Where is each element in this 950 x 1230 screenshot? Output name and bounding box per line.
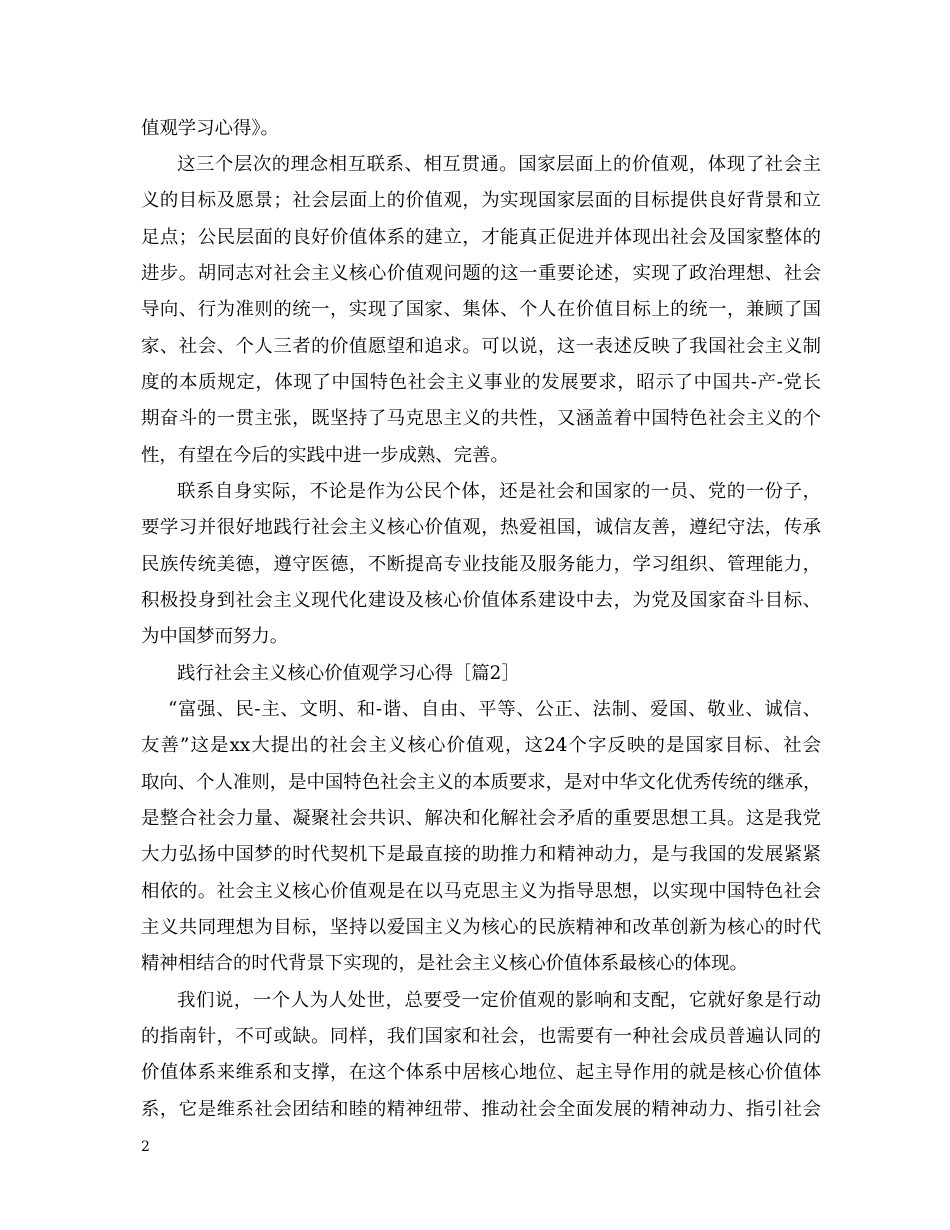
paragraph-line: 要学习并很好地践行社会主义核心价值观，热爱祖国，诚信友善，遵纪守法，传承 (141, 517, 821, 538)
paragraph-line: 联系自身实际，不论是作为公民个体，还是社会和国家的一员、党的一份子， (177, 481, 821, 502)
paragraph-line: 价值体系来维系和支撑，在这个体系中居核心地位、起主导作用的就是核心价值体 (141, 1062, 821, 1083)
paragraph-line: 我们说，一个人为人处世，总要受一定价值观的影响和支配，它就好象是行动 (177, 990, 821, 1011)
paragraph-line: 为中国梦而努力。 (141, 626, 289, 647)
paragraph-line: 相依的。社会主义核心价值观是在以马克思主义为指导思想，以实现中国特色社会 (141, 881, 821, 902)
section-heading: 践行社会主义核心价值观学习心得［篇2］ (177, 663, 520, 684)
paragraph-line: 导向、行为准则的统一，实现了国家、集体、个人在价值目标上的统一，兼顾了国 (141, 299, 821, 320)
paragraph-line: “富强、民-主、文明、和-谐、自由、平等、公正、法制、爱国、敬业、诚信、 (168, 699, 821, 720)
paragraph-line: 主义共同理想为目标，坚持以爱国主义为核心的民族精神和改革创新为核心的时代 (141, 917, 821, 938)
paragraph-line: 义的目标及愿景；社会层面上的价值观，为实现国家层面的目标提供良好背景和立 (141, 190, 821, 211)
paragraph-line: 进步。胡同志对社会主义核心价值观问题的这一重要论述，实现了政治理想、社会 (141, 263, 821, 284)
paragraph-line: 积极投身到社会主义现代化建设及核心价值体系建设中去，为党及国家奋斗目标、 (141, 590, 821, 611)
paragraph-line: 友善”这是xx大提出的社会主义核心价值观，这24个字反映的是国家目标、社会 (141, 735, 821, 756)
paragraph-line: 的指南针，不可或缺。同样，我们国家和社会，也需要有一种社会成员普遍认同的 (141, 1026, 821, 1047)
paragraph-line: 系，它是维系社会团结和睦的精神纽带、推动社会全面发展的精神动力、指引社会 (141, 1099, 821, 1120)
paragraph-line: 大力弘扬中国梦的时代契机下是最直接的助推力和精神动力，是与我国的发展紧紧 (141, 844, 821, 865)
paragraph-line: 民族传统美德，遵守医德，不断提高专业技能及服务能力，学习组织、管理能力， (141, 554, 821, 575)
paragraph-line: 足点；公民层面的良好价值体系的建立，才能真正促进并体现出社会及国家整体的 (141, 227, 821, 248)
paragraph-line: 家、社会、个人三者的价值愿望和追求。可以说，这一表述反映了我国社会主义制 (141, 336, 821, 357)
paragraph-line: 度的本质规定，体现了中国特色社会主义事业的发展要求，昭示了中国共-产-党长 (141, 372, 821, 393)
paragraph-line: 值观学习心得》。 (141, 118, 279, 139)
page-number: 2 (141, 1139, 150, 1155)
paragraph-line: 取向、个人准则，是中国特色社会主义的本质要求，是对中华文化优秀传统的继承， (141, 772, 822, 793)
paragraph-line: 期奋斗的一贯主张，既坚持了马克思主义的共性，又涵盖着中国特色社会主义的个 (141, 408, 821, 429)
paragraph-line: 性，有望在今后的实践中进一步成熟、完善。 (141, 445, 509, 466)
paragraph-line: 是整合社会力量、凝聚社会共识、解决和化解社会矛盾的重要思想工具。这是我党 (141, 808, 821, 829)
paragraph-line: 这三个层次的理念相互联系、相互贯通。国家层面上的价值观，体现了社会主 (177, 154, 821, 175)
paragraph-line: 精神相结合的时代背景下实现的，是社会主义核心价值体系最核心的体现。 (141, 953, 748, 974)
